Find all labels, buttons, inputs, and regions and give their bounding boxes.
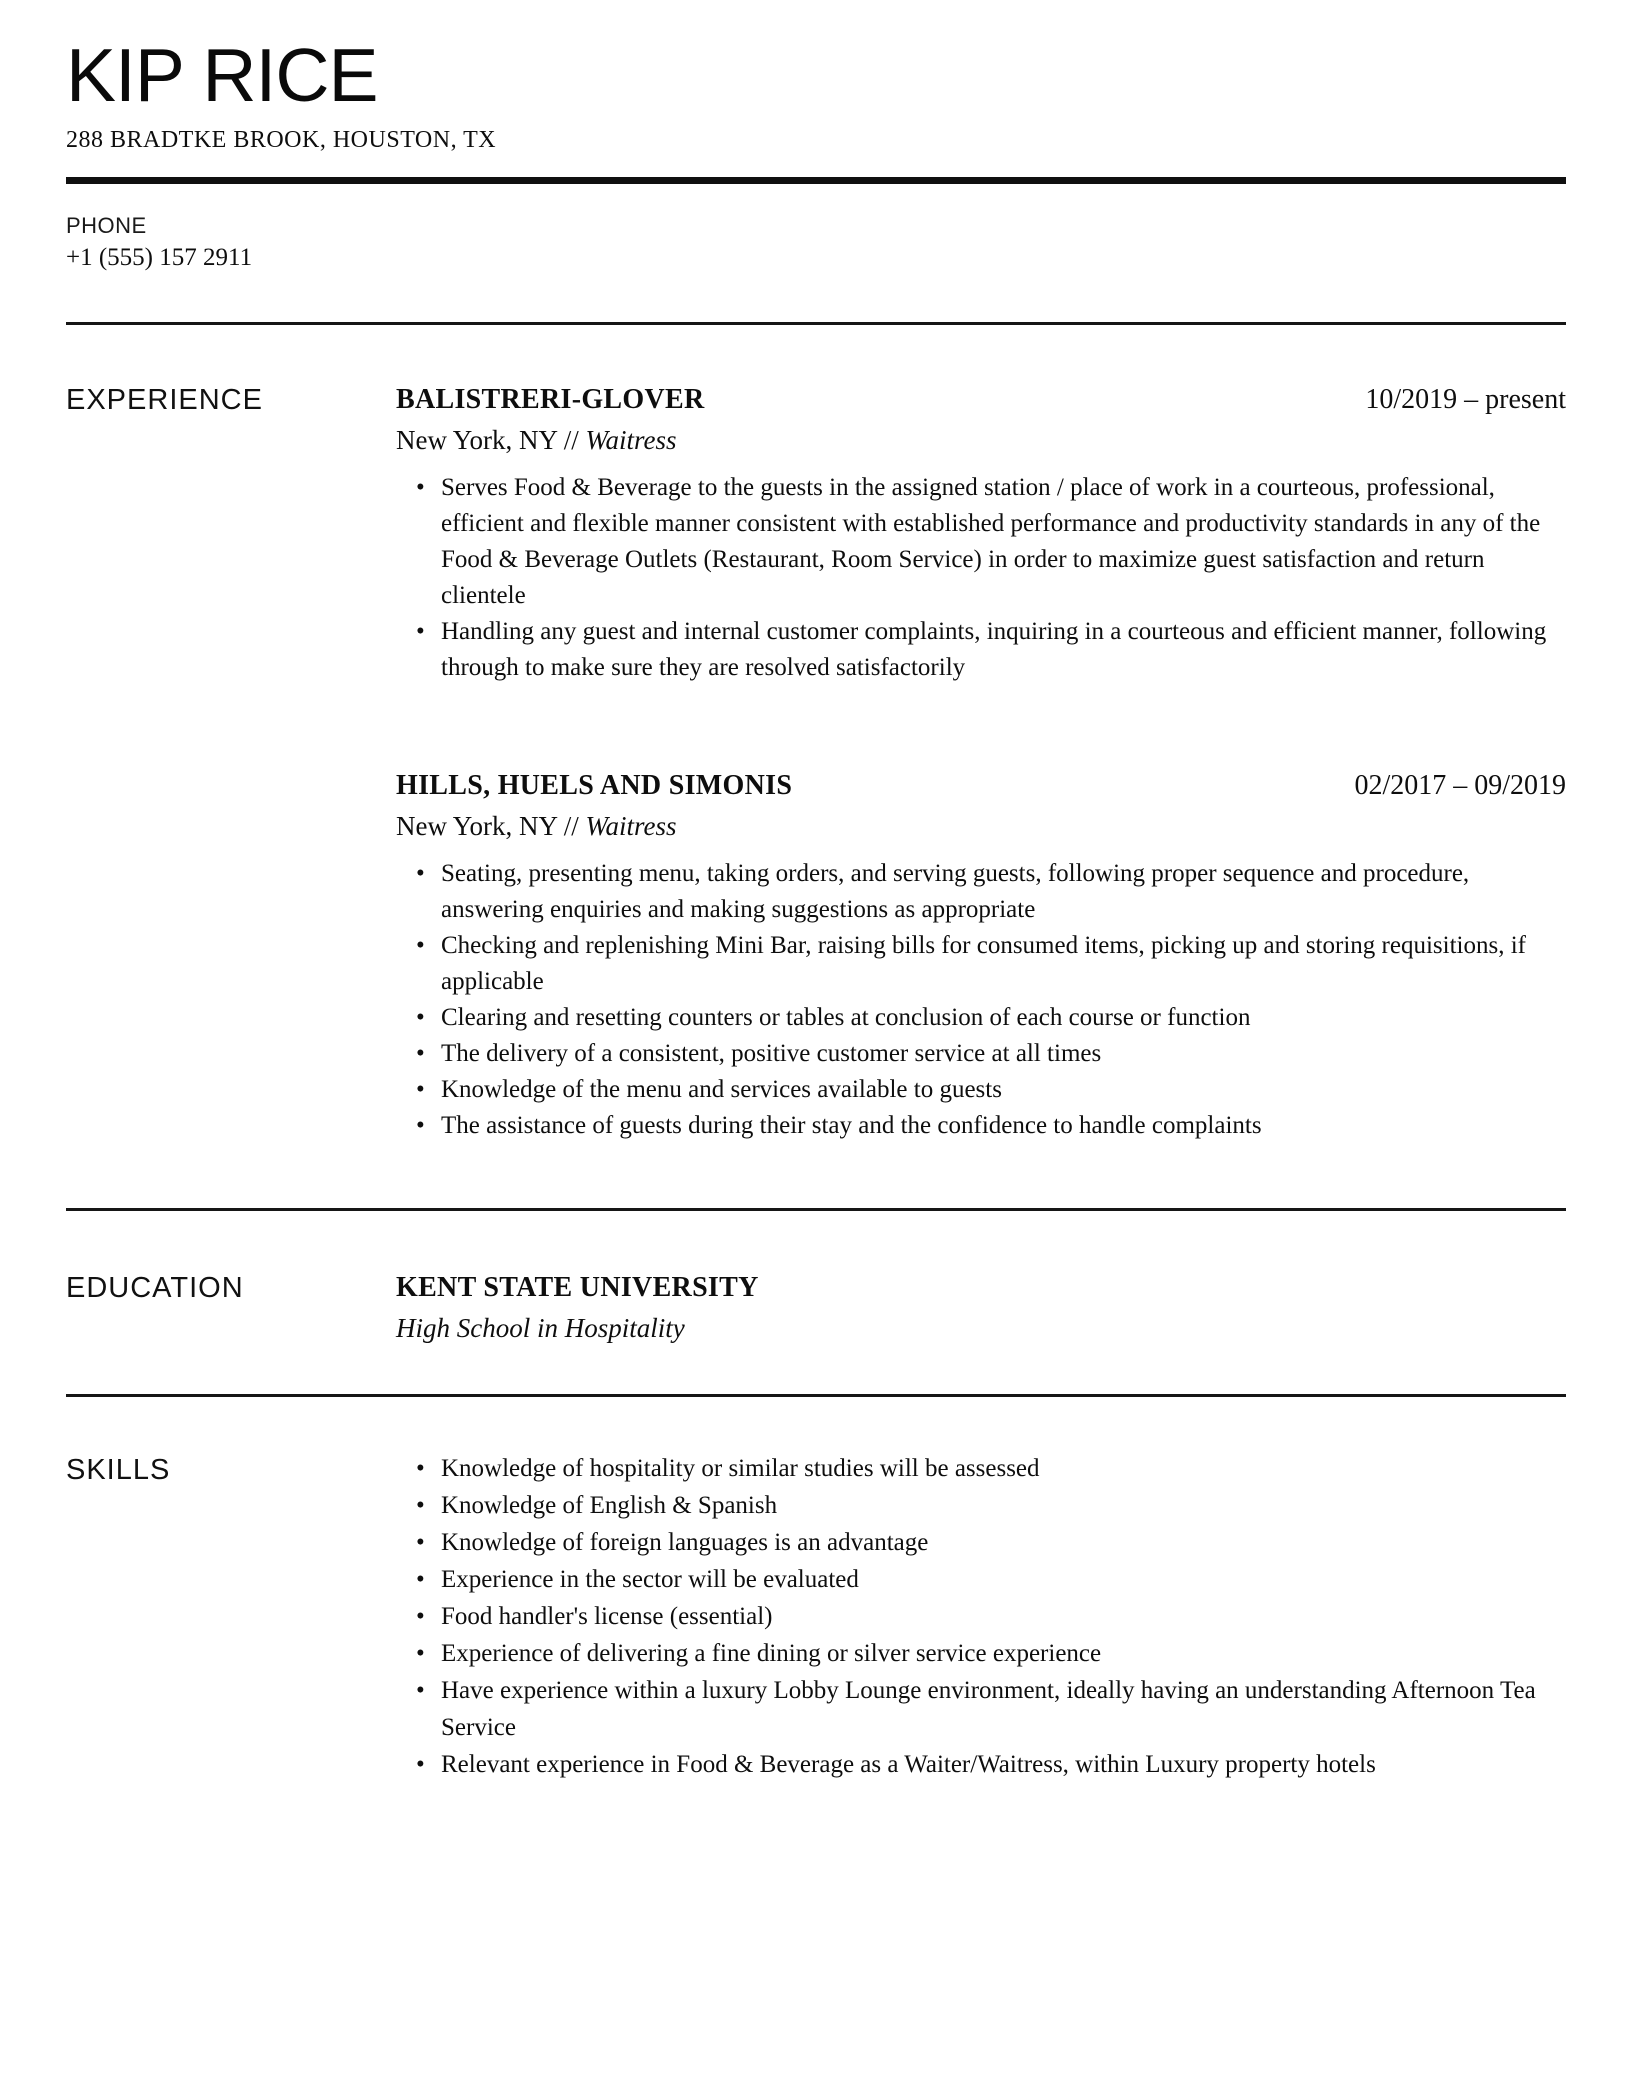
skill-item: • Knowledge of English & Spanish (396, 1487, 1566, 1524)
job-bullet: • Seating, presenting menu, taking orders, and serving guests, following proper sequence and procedure, answering enquiries and making suggestions as appropriate (396, 856, 1566, 928)
job-subheader (396, 806, 1566, 846)
experience-section (66, 325, 1566, 1144)
job-bullet: • Checking and replenishing Mini Bar, raising bills for consumed items, picking up and storing requisitions, if applicable (396, 928, 1566, 1000)
contact-block (66, 213, 1566, 272)
job-bullet: • Knowledge of the menu and services available to guests (396, 1072, 1566, 1108)
job-separator: // (563, 425, 579, 455)
skills-section (66, 1397, 1566, 1783)
skill-item: • Knowledge of foreign languages is an advantage (396, 1524, 1566, 1561)
education-section-label: EDUCATION (66, 1272, 244, 1304)
job-bullet: • The delivery of a consistent, positive customer service at all times (396, 1036, 1566, 1072)
job-location: New York, NY (396, 425, 558, 455)
job-dates: 10/2019 – present (1365, 384, 1566, 415)
job-bullet-list (396, 470, 1566, 686)
job-separator: // (563, 811, 579, 841)
job-title: Waitress (585, 811, 677, 841)
school-name: KENT STATE UNIVERSITY (396, 1272, 759, 1303)
person-address: 288 BRADTKE BROOK, HOUSTON, TX (66, 127, 497, 153)
job-bullet: • Serves Food & Beverage to the guests in the assigned station / place of work in a courteous, professional, efficient and flexible manner consistent with established performance and productivity standards in any of the Food & Beverage Outlets (Restaurant, Room Service) in order to maximize guest satisfaction and return clientele (396, 470, 1566, 614)
education-section (66, 1211, 1566, 1348)
skill-item: • Experience in the sector will be evaluated (396, 1561, 1566, 1598)
experience-content (396, 380, 1566, 1144)
education-content (396, 1268, 1566, 1348)
job-title: Waitress (585, 425, 677, 455)
job-header (396, 380, 1566, 420)
skill-item: • Food handler's license (essential) (396, 1598, 1566, 1635)
skills-list (396, 1450, 1566, 1783)
skill-item: • Experience of delivering a fine dining or silver service experience (396, 1635, 1566, 1672)
resume-header (66, 33, 1566, 272)
skill-item: • Knowledge of hospitality or similar studies will be assessed (396, 1450, 1566, 1487)
degree-name: High School in Hospitality (396, 1313, 685, 1343)
skill-item: • Relevant experience in Food & Beverage as a Waiter/Waitress, within Luxury property hotels (396, 1746, 1566, 1783)
header-divider (66, 177, 1566, 184)
job-dates: 02/2017 – 09/2019 (1354, 770, 1566, 801)
job-bullet-list (396, 856, 1566, 1144)
skill-item: • Have experience within a luxury Lobby Lounge environment, ideally having an understanding Afternoon Tea Service (396, 1672, 1566, 1746)
company-name: HILLS, HUELS AND SIMONIS (396, 770, 793, 801)
job-location: New York, NY (396, 811, 558, 841)
skills-content (396, 1450, 1566, 1783)
job-header (396, 766, 1566, 806)
job-subheader (396, 420, 1566, 460)
job-bullet: • The assistance of guests during their stay and the confidence to handle complaints (396, 1108, 1566, 1144)
experience-section-label: EXPERIENCE (66, 384, 263, 416)
company-name: BALISTRERI-GLOVER (396, 384, 705, 415)
job-bullet: • Clearing and resetting counters or tables at conclusion of each course or function (396, 1000, 1566, 1036)
job-bullet: • Handling any guest and internal customer complaints, inquiring in a courteous and efficient manner, following through to make sure they are resolved satisfactorily (396, 614, 1566, 686)
person-name: KIP RICE (66, 33, 378, 117)
skills-section-label: SKILLS (66, 1454, 171, 1486)
phone-value: +1 (555) 157 2911 (66, 244, 253, 271)
job-entry (396, 766, 1566, 1144)
phone-label: PHONE (66, 213, 147, 238)
job-entry (396, 380, 1566, 686)
